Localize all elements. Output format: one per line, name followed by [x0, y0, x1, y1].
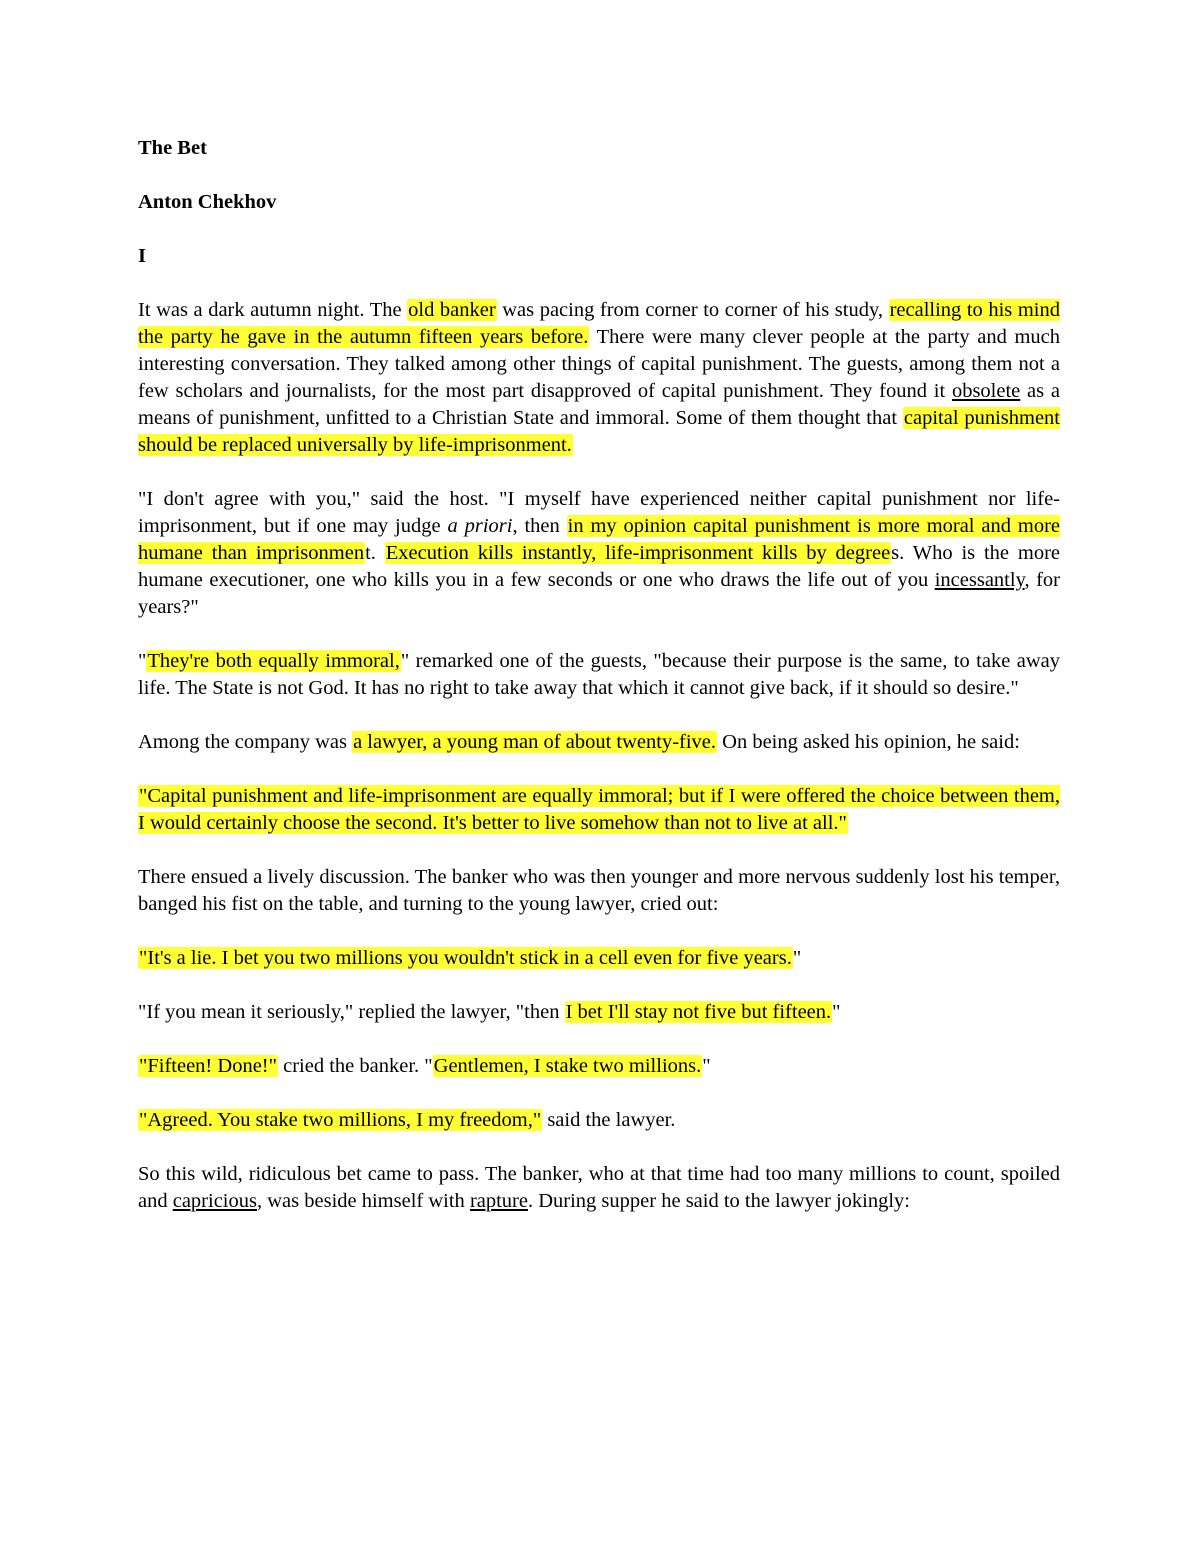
text-run: "	[138, 650, 147, 672]
text-run: , was beside himself with	[256, 1190, 470, 1212]
text-run: was pacing from corner to corner of his study,	[496, 299, 889, 321]
text-run: cried the banker. "	[278, 1055, 433, 1077]
highlighted-text: capital punishment should be replaced universally by life-imprisonment.	[138, 407, 1060, 456]
text-run: There ensued a lively discussion. The banker who was then younger and more nervous suddenly lost his temper, banged his fist on the table, and turning to the young lawyer, cried out:	[138, 866, 1060, 915]
underlined-vocabulary-word: rapture	[469, 1190, 528, 1212]
highlighted-text: "Agreed. You stake two millions, I my freedom,"	[139, 1109, 542, 1131]
story-title: The Bet	[138, 137, 207, 159]
highlighted-text: recalling to his mind the party he gave in the autumn fifteen years before.	[138, 299, 1060, 348]
text-run: "	[792, 947, 802, 969]
highlighted-text: Gentlemen, I stake two millions.	[433, 1055, 702, 1077]
underlined-vocabulary-word: incessantly	[934, 569, 1025, 591]
story-paragraph	[138, 1053, 1060, 1080]
text-run: Among the company was	[138, 731, 353, 753]
text-run: "	[702, 1055, 711, 1077]
story-paragraph	[138, 945, 1060, 972]
text-run: There were many clever people at the party and much interesting conversation. They talked among other things of capital punishment. The guests, among them not a few scholars and journalists, for the most part disapproved of capital punishment. They found it	[138, 326, 1060, 402]
highlighted-text: "Capital punishment and life-imprisonment are equally immoral; but if I were offered the choice between them, I would certainly choose the second. It's better to live somehow than not to live at all."	[138, 785, 1060, 834]
highlighted-text: I bet I'll stay not five but fifteen.	[565, 1001, 832, 1023]
story-paragraph	[138, 1107, 1060, 1134]
story-paragraph	[138, 486, 1060, 621]
story-paragraph	[138, 648, 1060, 702]
italic-text: a priori	[447, 515, 513, 537]
section-number: I	[138, 245, 146, 267]
highlighted-text: Execution kills instantly, life-imprisonment kills by degree	[385, 542, 891, 564]
highlighted-text: They're both equally immoral,	[147, 650, 400, 672]
text-run: "I don't agree with you," said the host. "I myself have experienced neither capital punishment nor life-imprisonment, but if one may judge	[138, 488, 1060, 537]
story-paragraph	[138, 1161, 1060, 1215]
story-paragraph	[138, 864, 1060, 918]
highlighted-text: in my opinion capital punishment is more moral and more humane than imprisonmen	[138, 515, 1060, 564]
underlined-vocabulary-word: capricious	[172, 1190, 257, 1212]
text-run: So this wild, ridiculous bet came to pass. The banker, who at that time had too many millions to count, spoiled and	[138, 1163, 1060, 1212]
text-run: "If you mean it seriously," replied the lawyer, "then	[138, 1001, 565, 1023]
story-paragraph	[138, 297, 1060, 459]
text-run: said the lawyer.	[542, 1109, 676, 1131]
highlighted-text: "It's a lie. I bet you two millions you wouldn't stick in a cell even for five years.	[139, 947, 792, 969]
text-run: On being asked his opinion, he said:	[717, 731, 1020, 753]
text-run: " remarked one of the guests, "because their purpose is the same, to take away life. The State is not God. It has no right to take away that which it cannot give back, if it should so desire."	[138, 650, 1061, 699]
story-paragraph	[138, 999, 1060, 1026]
text-run: s. Who is the more humane executioner, one who kills you in a few seconds or one who draws the life out of you	[138, 542, 1061, 591]
text-run: "	[832, 1001, 841, 1023]
underlined-vocabulary-word: obsolete	[951, 380, 1021, 402]
story-body	[138, 297, 1060, 1215]
text-run: t.	[365, 542, 385, 564]
highlighted-text: "Fifteen! Done!"	[139, 1055, 277, 1077]
highlighted-text: old banker	[408, 299, 496, 321]
text-run: , then	[512, 515, 567, 537]
text-run: . During supper he said to the lawyer jokingly:	[527, 1190, 911, 1212]
text-run: It was a dark autumn night. The	[138, 299, 408, 321]
highlighted-text: a lawyer, a young man of about twenty-five.	[353, 731, 717, 753]
story-author: Anton Chekhov	[138, 191, 277, 213]
story-paragraph	[138, 729, 1060, 756]
story-paragraph	[138, 783, 1060, 837]
document-page	[138, 135, 1060, 1242]
text-run: , for years?"	[138, 569, 1060, 618]
text-run: as a means of punishment, unfitted to a Christian State and immoral. Some of them thought that	[138, 380, 1060, 429]
